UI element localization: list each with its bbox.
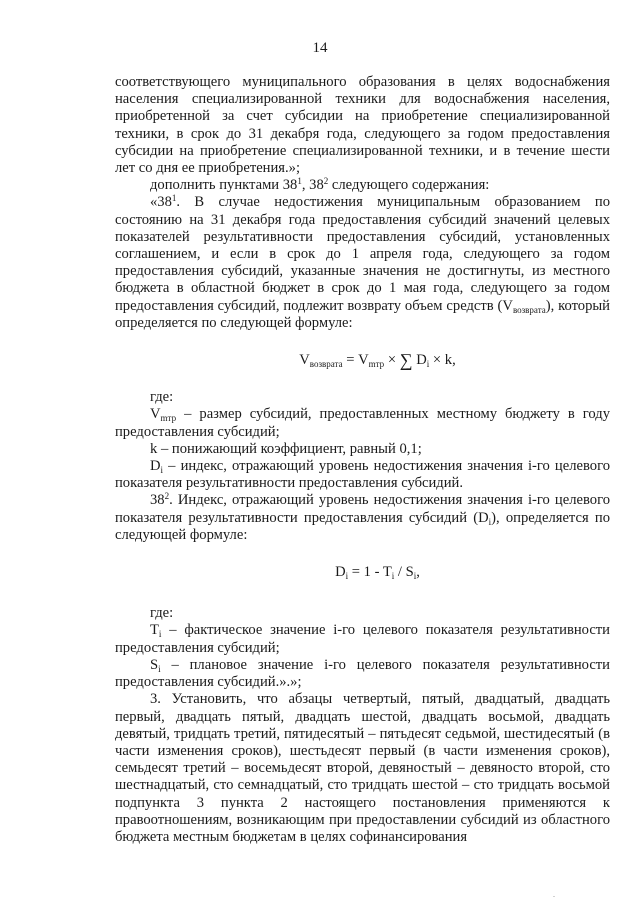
definition-ti: $T_i$ – фактическое значение i-го целевого показателя результативности предоставления субсидий; — [115, 622, 610, 656]
where-label-1: где: — [150, 389, 174, 406]
scan-mark: . — [553, 890, 555, 899]
page-number: 14 — [312, 40, 328, 56]
paragraph-3: 3. Установить, что абзацы четвертый, пятый, двадцатый, двадцать первый, двадцать пятый, двадцать шестой, двадцать восьмой, двадцать девятый, тридцать третий, пятидесятый – пятьдесят седьмой, шестидесятый (в части изменения сроков), шестьдесят первый (в части изменения сроков), семьдесят третий – восемьдесят второй, девяностый – девяносто второй, сто шестнадцатый, сто семнадцатый, сто тридцать шестой – сто тридцать восьмой подпункта 3 пункта 2 настоящего постановления применяются к правоотношениям, возникающим при предоставлении субсидий из областного бюджета местным бюджетам в целях софинансирования — [115, 691, 610, 845]
definition-di: $D_i$ – индекс, отражающий уровень недостижения значения i-го целевого показателя результативности предоставления субсидий. — [115, 458, 610, 492]
add-points-line: дополнить пунктами $38^1$, $38^2$ следующего содержания: — [150, 176, 490, 194]
formula-index: $D_i = 1 - T_i / S_i$, — [335, 564, 420, 582]
paragraph-38-2: $38^2$. Индекс, отражающий уровень недостижения значения i-го целевого показателя результативности предоставления субсидий $(D_i)$, определяется по следующей формуле: — [115, 491, 610, 543]
document-body — [115, 74, 610, 846]
definition-si: $S_i$ – плановое значение i-го целевого показателя результативности предоставления субсидий.».»; — [115, 656, 610, 691]
paragraph-38-1: «$38^1$. В случае недостижения муниципальным образованием по состоянию на 31 декабря года предоставления субсидий значений целевых показателей результативности предоставления субсидий, установленных соглашением, и если в срок до 1 апреля года, следующего за годом предоставления субсидий, указанные значения не достигнуты, из местного бюджета в областной бюджет в срок до 1 мая года, следующего за годом предоставления субсидий, подлежит возврату объем средств $(V_{возврата})$, который определяется по следующей формуле: — [115, 193, 610, 331]
paragraph-continuation: соответствующего муниципального образования в целях водоснабжения населения специализированной техники для водоснабжения населения, приобретенной за счет субсидии на приобретение специализированной техники, в срок до 31 декабря года, следующего за годом предоставления субсидии на приобретение специализированной техники, и в течение шести лет со дня ее приобретения.»; — [115, 74, 610, 177]
definition-vmtr: $V_{mтр}$ – размер субсидий, предоставленных местному бюджету в году предоставления субсидий; — [115, 406, 610, 440]
sum-symbol: ∑ — [399, 350, 413, 371]
where-label-2: где: — [150, 605, 174, 622]
definition-k: k – понижающий коэффициент, равный 0,1; — [150, 440, 422, 457]
formula-refund: $V_{возврата} = V_{mтр}$ × ∑ $D_i \times k$, — [299, 350, 456, 371]
